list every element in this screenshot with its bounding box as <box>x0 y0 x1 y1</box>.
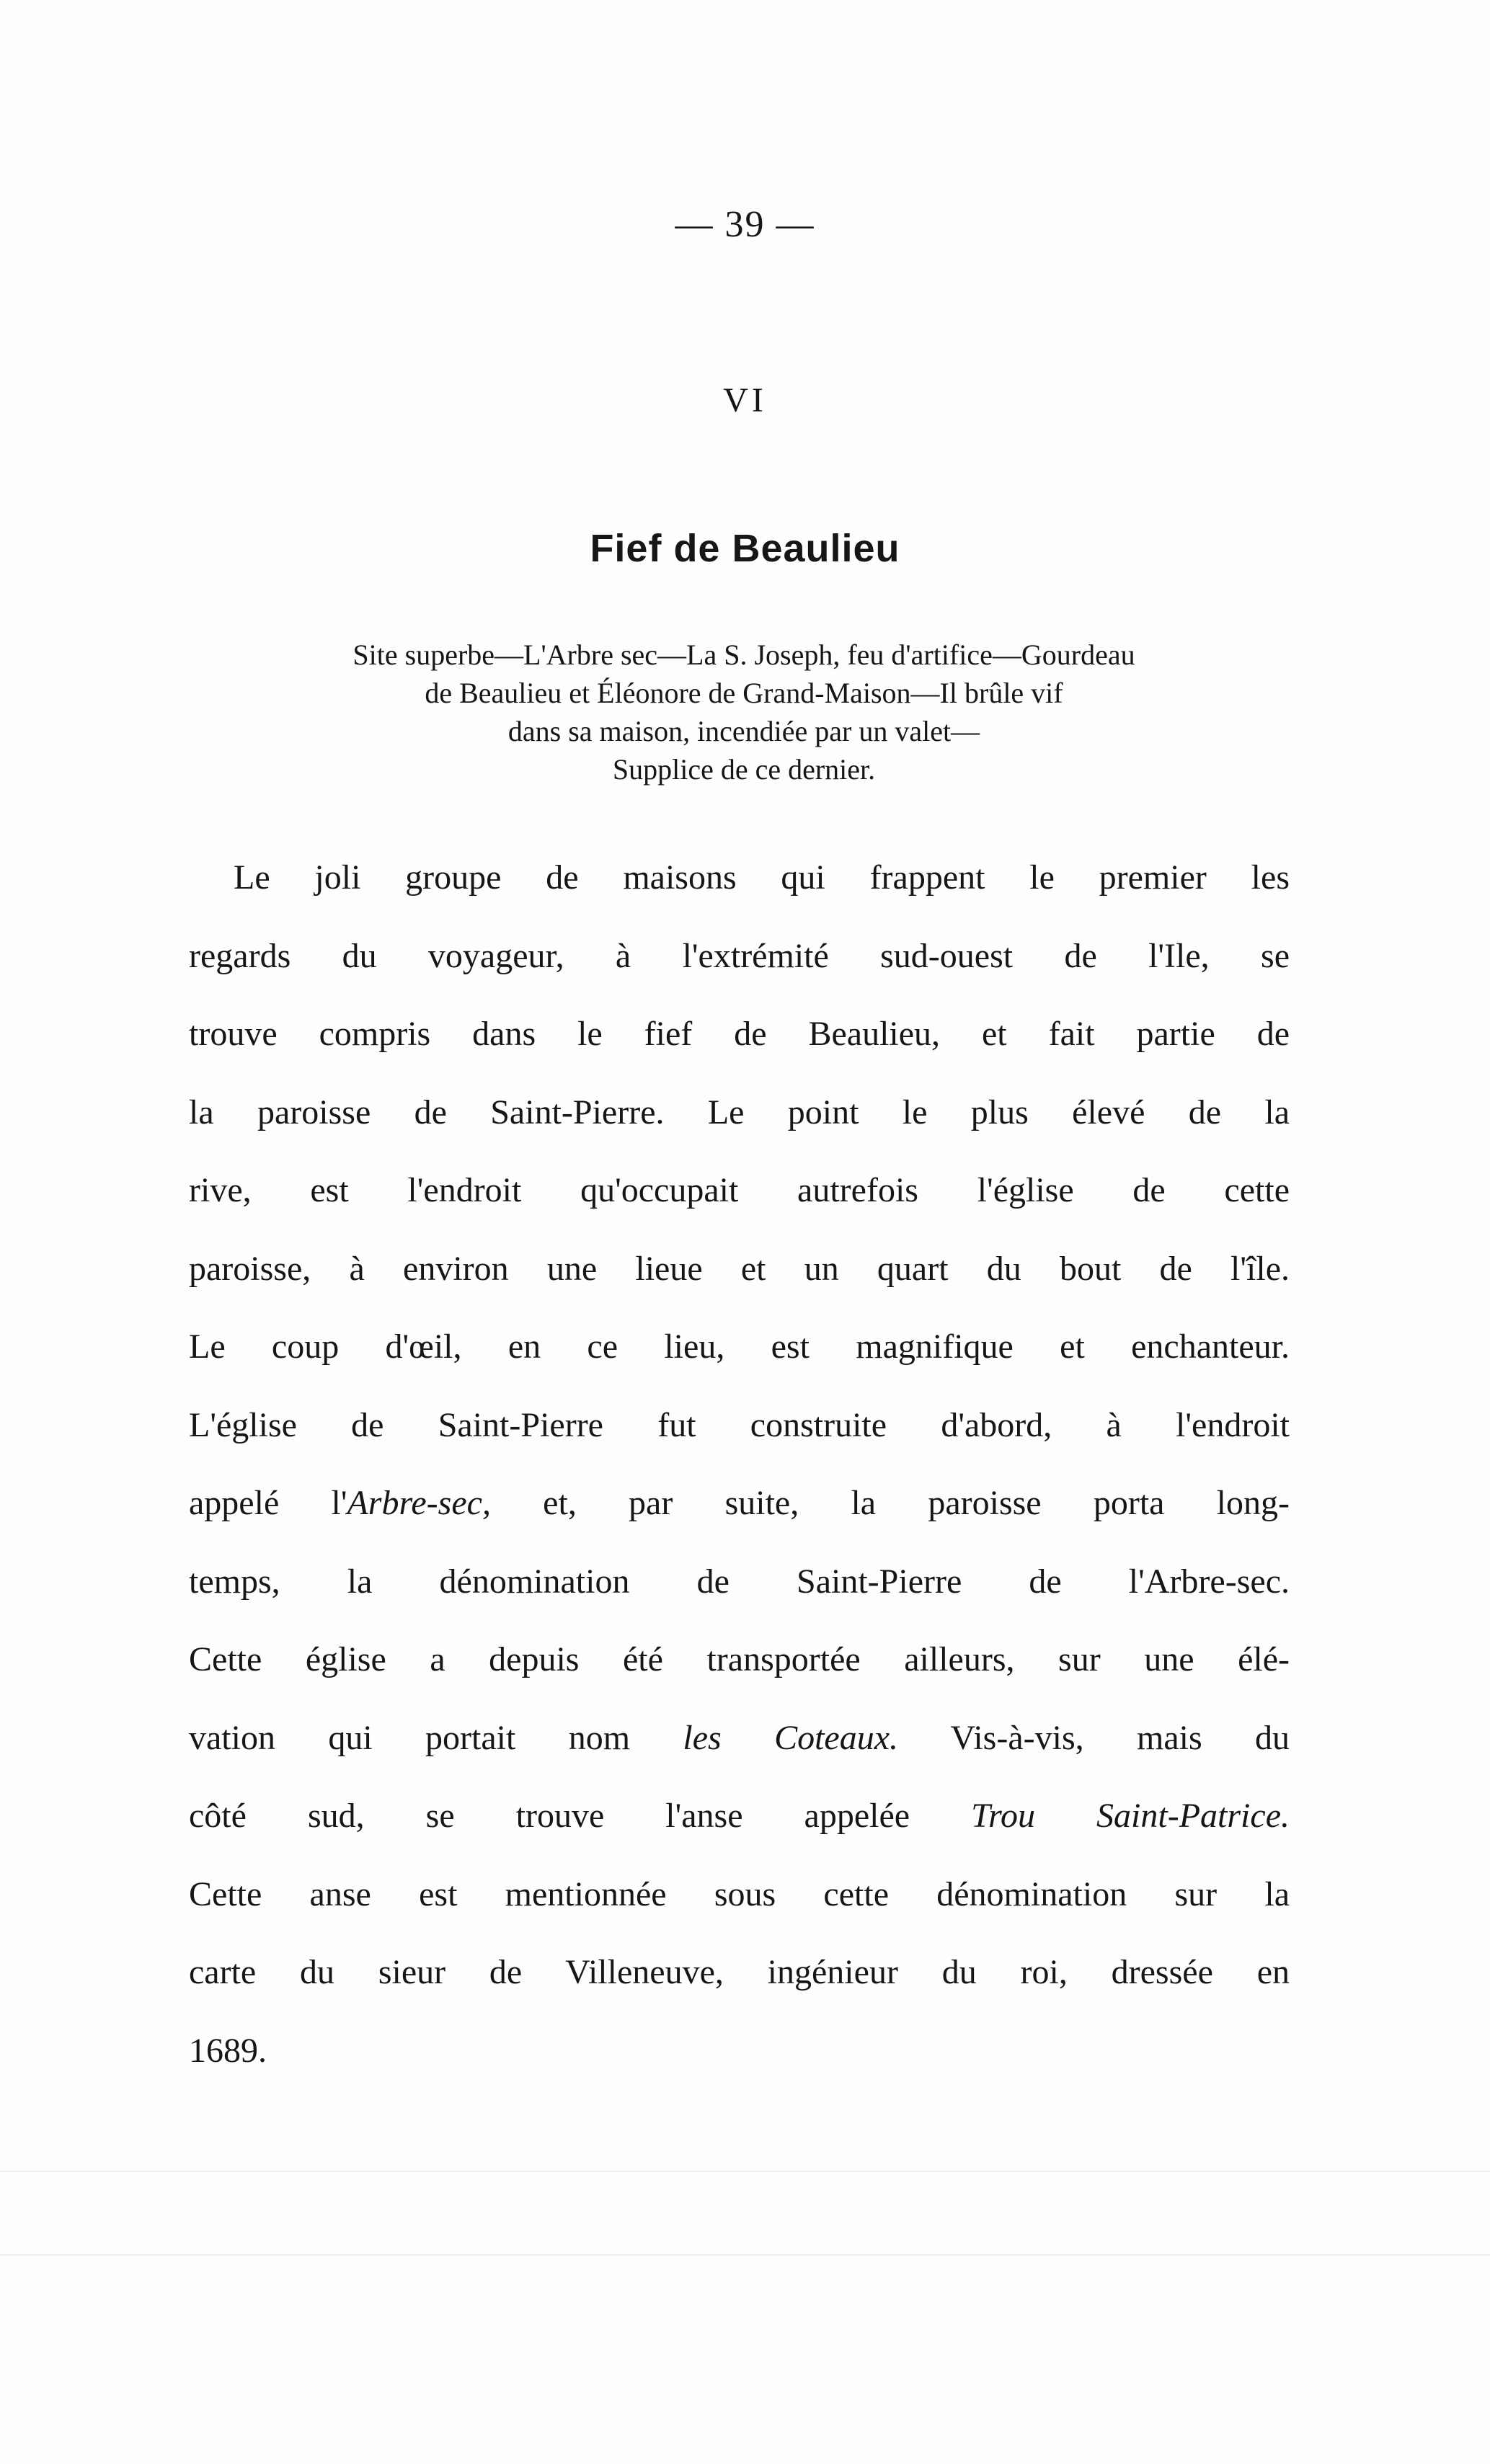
paragraph-line <box>189 1170 1290 1249</box>
text-segment: la paroisse de Saint-Pierre. Le point le plus élevé de la <box>189 1093 1290 1131</box>
text-segment: côté sud, se trouve l'anse appelée <box>189 1797 972 1835</box>
paragraph-line <box>189 1014 1290 1093</box>
paragraph-line <box>189 1640 1290 1718</box>
paragraph-line <box>189 2031 1290 2109</box>
paragraph-line <box>189 858 1290 936</box>
italic-text: Trou Saint-Patrice. <box>971 1797 1290 1835</box>
text-segment: Vis-à-vis, mais du <box>898 1718 1290 1757</box>
paragraph-line <box>189 1718 1290 1797</box>
paragraph-line <box>189 1952 1290 2031</box>
paragraph-line <box>189 1562 1290 1640</box>
text-segment: vation qui portait nom <box>189 1718 683 1757</box>
body-paragraph <box>189 858 1290 2109</box>
paragraph-line <box>189 1249 1290 1327</box>
summary-line: Supplice de ce dernier. <box>612 753 876 786</box>
paragraph-line <box>189 1093 1290 1171</box>
paragraph-line <box>189 1796 1290 1874</box>
summary-line: dans sa maison, incendiée par un valet— <box>507 715 980 747</box>
text-segment: trouve compris dans le fief de Beaulieu, et fait partie de <box>189 1015 1290 1053</box>
text-segment: temps, la dénomination de Saint-Pierre de l'Arbre-sec. <box>189 1562 1290 1601</box>
text-segment: 1689. <box>189 2031 267 2070</box>
summary-line: de Beaulieu et Éléonore de Grand-Maison—Il brûle vif <box>425 677 1063 709</box>
paragraph-line <box>189 1405 1290 1484</box>
text-segment: L'église de Saint-Pierre fut construite d'abord, à l'endroit <box>189 1405 1290 1444</box>
page-number: — 39 — <box>675 204 815 245</box>
text-segment: Cette anse est mentionnée sous cette dénomination sur la <box>189 1874 1290 1913</box>
italic-text: les Coteaux. <box>683 1718 899 1757</box>
paragraph-line <box>189 936 1290 1015</box>
text-segment: Cette église a depuis été transportée ailleurs, sur une élé- <box>189 1640 1290 1678</box>
chapter-summary <box>189 636 1299 788</box>
scan-artifact-line <box>0 2171 1490 2172</box>
scan-artifact-line <box>0 2254 1490 2256</box>
text-segment: Le joli groupe de maisons qui frappent le premier les <box>234 858 1290 897</box>
paragraph-line <box>189 1874 1290 1953</box>
italic-text: Arbre-sec, <box>347 1484 491 1522</box>
chapter-numeral: VI <box>723 381 767 419</box>
text-segment: et, par suite, la paroisse porta long- <box>490 1484 1290 1522</box>
text-segment: rive, est l'endroit qu'occupait autrefois l'église de cette <box>189 1171 1290 1209</box>
summary-line: Site superbe—L'Arbre sec—La S. Joseph, feu d'artifice—Gourdeau <box>352 639 1135 671</box>
paragraph-line <box>189 1327 1290 1405</box>
text-segment: carte du sieur de Villeneuve, ingénieur du roi, dressée en <box>189 1953 1290 1991</box>
text-segment: regards du voyageur, à l'extrémité sud-ouest de l'Ile, se <box>189 936 1290 975</box>
chapter-title: Fief de Beaulieu <box>590 527 900 570</box>
text-segment: paroisse, à environ une lieue et un quart du bout de l'île. <box>189 1249 1290 1288</box>
paragraph-line <box>189 1483 1290 1562</box>
text-segment: appelé l' <box>189 1484 347 1522</box>
text-segment: Le coup d'œil, en ce lieu, est magnifique et enchanteur. <box>189 1327 1290 1366</box>
